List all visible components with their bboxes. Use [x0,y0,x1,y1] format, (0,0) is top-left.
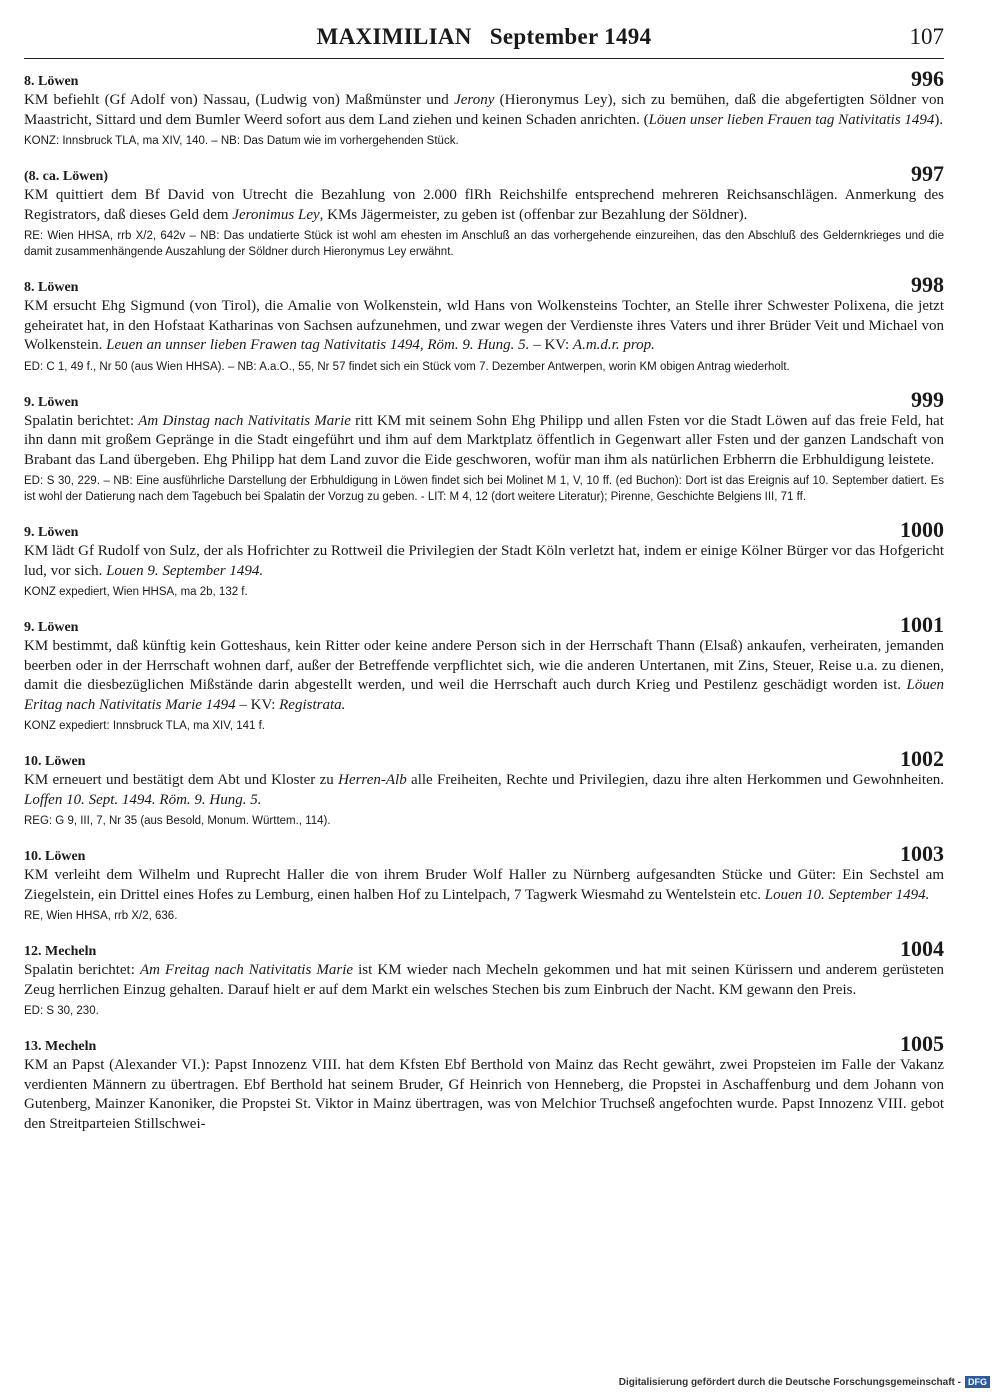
entry-text-italic: Leuen an unnser lieben Frawen tag Nativitatis 1494, Röm. 9. Hung. 5. [106,337,530,353]
entry-number: 1004 [900,936,944,961]
entry-text [24,297,944,356]
entry-source-note: ED: S 30, 229. – NB: Eine ausführliche Darstellung der Erbhuldigung in Löwen findet sich bei Molinet M 1, V, 10 ff. (ed Buchon): Dort ist das Ereignis auf 10. September datiert. Es ist wohl der Datierung nach dem Tagebuch bei Spalatin der Vorzug zu geben. - LIT: M 4, 12 (dort weitere Literatur); Pirenne, Geschichte Belgiens III, 71 ff. [24,475,944,503]
entry-text-segment: alle Freiheiten, Rechte und Privilegien, dazu ihre alten Herkommen und Gewohnheiten. [406,772,944,788]
entry-date: 8. Löwen [24,280,79,295]
regest-entry [24,1031,944,1134]
entry-text-italic: Jeronimus Ley [232,206,320,223]
entry-heading [24,612,944,637]
entry-heading [24,936,944,961]
entry-source-note: ED: S 30, 230. [24,1005,99,1017]
entry-source-note: RE, Wien HHSA, rrb X/2, 636. [24,910,178,922]
entry-text [24,186,944,225]
entry-number: 1000 [900,517,944,542]
entry-text-segment: , KMs Jägermeister, zu geben ist (offenbar zur Bezahlung der Söldner). [319,206,748,223]
entry-text-segment: ). [934,111,944,128]
entry-date: 13. Mecheln [24,1039,97,1054]
entry-text-italic: Löuen Eritag nach Nativitatis Marie 1494 [24,677,944,713]
regesta-list [24,66,945,1150]
entry-text-segment: Spalatin berichtet: [24,962,140,978]
entry-text-italic: Louen 10. September 1494. [764,886,930,903]
page-header [24,24,944,59]
entry-text [24,771,944,810]
regest-entry [24,66,945,149]
page-number: 107 [909,24,944,49]
entry-text-segment: Spalatin berichtet: [24,412,139,429]
entry-text-segment: (Hieronymus Ley), sich zu bemühen, daß die abgefertigten Söldner von Maastricht, Sittard und dem Bumler Weerd sofort aus dem Land ziehen und keinen Schaden anrichten. ( [24,92,945,128]
entry-text-segment: KM an Papst (Alexander VI.): Papst Innozenz VIII. hat dem Kfsten Ebf Berthold von Mainz das Recht gewährt, zwei Propsteien im Falle der Vakanz verdienten Männern zu übertragen. Ebf Berthold hat seinem Bruder, Gf Heinrich von Henneberg, die Propstei in Aschaffenburg und dem Johann von Gutenberg, Mainzer Kanoniker, die Propstei St. Viktor in Mainz übertragen, was von Melchior Truchseß angefochten wurde. Papst Innozenz VIII. gebot den Streitparteien Stillschwei- [24,1057,944,1132]
entry-text [24,542,944,581]
entry-text-segment: KM erneuert und bestätigt dem Abt und Kloster zu [24,772,339,788]
entry-text-italic: Am Dinstag nach Nativitatis Marie [138,412,351,429]
entry-text-segment: – KV: [529,337,573,353]
entry-text [24,637,944,715]
entry-number: 998 [911,272,944,297]
entry-number: 996 [911,66,944,91]
entry-text-italic: Jerony [454,92,495,108]
entry-text-italic: Registrata. [279,696,346,713]
entry-source-note: KONZ expediert: Innsbruck TLA, ma XIV, 141 f. [24,720,265,732]
entry-text-segment: KM lädt Gf Rudolf von Sulz, der als Hofrichter zu Rottweil die Privilegien der Stadt Köln verletzt hat, indem er einige Kölner Bürger vor das Hofgericht lud, vor sich. [24,543,944,579]
entry-date: 12. Mecheln [24,944,97,959]
entry-text-italic: Loffen 10. Sept. 1494. Röm. 9. Hung. 5. [24,791,262,808]
entry-text-segment: – KV: [235,696,280,713]
entry-heading [24,272,944,297]
entry-text [24,1056,944,1134]
dfg-logo: DFG [965,1376,990,1388]
entry-number: 1003 [900,841,944,866]
entry-text-segment: KM verleiht dem Wilhelm und Ruprecht Haller die von ihrem Bruder Wolf Haller zu Nürnberg aufgesandten Stücke und Güter: Ein Sechstel am Ziegelstein, ein Drittel eines Hofes zu Lemburg, einen halben Hof zu Lintelpach, 7 Tagwerk Wiesmahd zu Wentelstein etc. [24,867,944,903]
entry-text-italic: A.m.d.r. prop. [572,337,655,353]
entry-number: 997 [911,161,944,186]
entry-number: 1001 [900,612,944,637]
entry-source-note: ED: C 1, 49 f., Nr 50 (aus Wien HHSA). – NB: A.a.O., 55, Nr 57 findet sich ein Stück vom 7. Dezember Antwerpen, worin KM obigen Antrag wiederholt. [24,360,790,373]
entry-date: 10. Löwen [24,754,86,769]
entry-text [24,961,944,1000]
regest-entry [24,272,944,375]
regest-entry [24,161,944,260]
entry-date: (8. ca. Löwen) [24,169,108,184]
page-footer [619,1376,990,1388]
regest-entry [24,386,944,506]
entry-text-segment: KM befiehlt (Gf Adolf von) Nassau, (Ludwig von) Maßmünster und [24,92,455,108]
running-title: MAXIMILIAN September 1494 [316,24,652,49]
entry-text-italic: Löuen unser lieben Frauen tag Nativitatis 1494 [648,111,935,128]
entry-date: 10. Löwen [24,849,86,864]
regest-entry [24,746,944,829]
entry-heading [24,746,944,771]
regest-entry [24,841,944,924]
entry-source-note: KONZ expediert, Wien HHSA, ma 2b, 132 f. [24,586,248,598]
entry-date: 9. Löwen [24,394,79,410]
entry-text-italic: Louen 9. September 1494. [106,562,264,579]
entry-source-note: REG: G 9, III, 7, Nr 35 (aus Besold, Monum. Württem., 114). [24,815,331,827]
entry-text-italic: Am Freitag nach Nativitatis Marie [139,962,354,978]
regest-entry [24,936,944,1019]
entry-text-segment: ritt KM mit seinem Sohn Ehg Philipp und allen Fsten vor die Stadt Löwen auf das freie Feld, hat ihn dann mit großem Gepränge in die Stadt eingeführt und ihm auf dem Marktplatz öffentlich in Gegenwart aller Fsten und der ganzen Landschaft von Brabant das Land übergeben. Ehg Philipp hat dem Land zuvor die Eide geschworen, wofür man ihm als natürlichen Erbherrn die Erbhuldigung leistete. [24,412,944,468]
entry-text-segment: ist KM wieder nach Mecheln gekommen und hat mit seinen Kürissern und anderem gerüsteten Zeug herrlichen Einzug gehalten. Darauf hielt er auf dem Markt ein welsches Stechen bis zum Einbruch der Nacht. KM gewann den Preis. [24,962,944,998]
entry-text-segment: KM quittiert dem Bf David von Utrecht die Bezahlung von 2.000 flRh Reichshilfe entsprechend mehreren Reichsanschlägen. Anmerkung des Registrators, daß dieses Geld dem [24,187,944,223]
entry-text [24,91,944,130]
entry-date: 8. Löwen [24,74,79,89]
entry-date: 9. Löwen [24,620,79,635]
entry-heading [24,517,944,542]
entry-text [24,412,944,471]
entry-text-italic: Herren-Alb [338,772,407,788]
entry-heading [24,841,944,866]
entry-text [24,866,944,905]
entry-heading [24,386,944,412]
entry-number: 1002 [900,746,944,771]
entry-date: 9. Löwen [24,525,79,540]
funding-notice: Digitalisierung gefördert durch die Deutsche Forschungsgemeinschaft - [618,1376,961,1388]
entry-source-note: RE: Wien HHSA, rrb X/2, 642v – NB: Das undatierte Stück ist wohl am ehesten im Anschluß an das vorhergehende einzureihen, das den Abschluß des Geldernkrieges und die damit zusammenhängende Auszahlung der Söldner durch Hieronymus Ley erwähnt. [24,230,944,258]
regest-entry [24,517,944,600]
entry-heading [24,66,944,91]
entry-heading [24,161,944,186]
entry-heading [24,1031,944,1056]
entry-number: 1005 [900,1031,944,1056]
entry-number: 999 [911,386,944,412]
entry-source-note: KONZ: Innsbruck TLA, ma XIV, 140. – NB: Das Datum wie im vorhergehenden Stück. [24,135,459,147]
entry-text-segment: KM ersucht Ehg Sigmund (von Tirol), die Amalie von Wolkenstein, wld Hans von Wolkensteins Tochter, an Stelle ihrer Schwester Polixena, die jetzt geheiratet hat, in den Hofstaat Katharinas von Sachsen aufzunehmen, und zwar wegen der Verdienste ihres Vaters und ihrer Brüder Veit und Michael von Wolkenstein. [24,298,944,353]
regest-entry [24,612,944,734]
entry-text-segment: KM bestimmt, daß künftig kein Gotteshaus, kein Ritter oder keine andere Person sich in der Herrschaft Thann (Elsaß) ankaufen, verheiraten, jemanden beerben oder in der Herrschaft wohnen darf, außer der Betreffende verpflichtet sich, wie die anderen Untertanen, mit Zins, Steuer, Reise u.a. zu dienen, damit die diesbezüglichen Mißstände darin abgestellt werden, und weil die Herrschaft auch durch Krieg und Pestilenz geschädigt worden ist. [24,638,944,693]
